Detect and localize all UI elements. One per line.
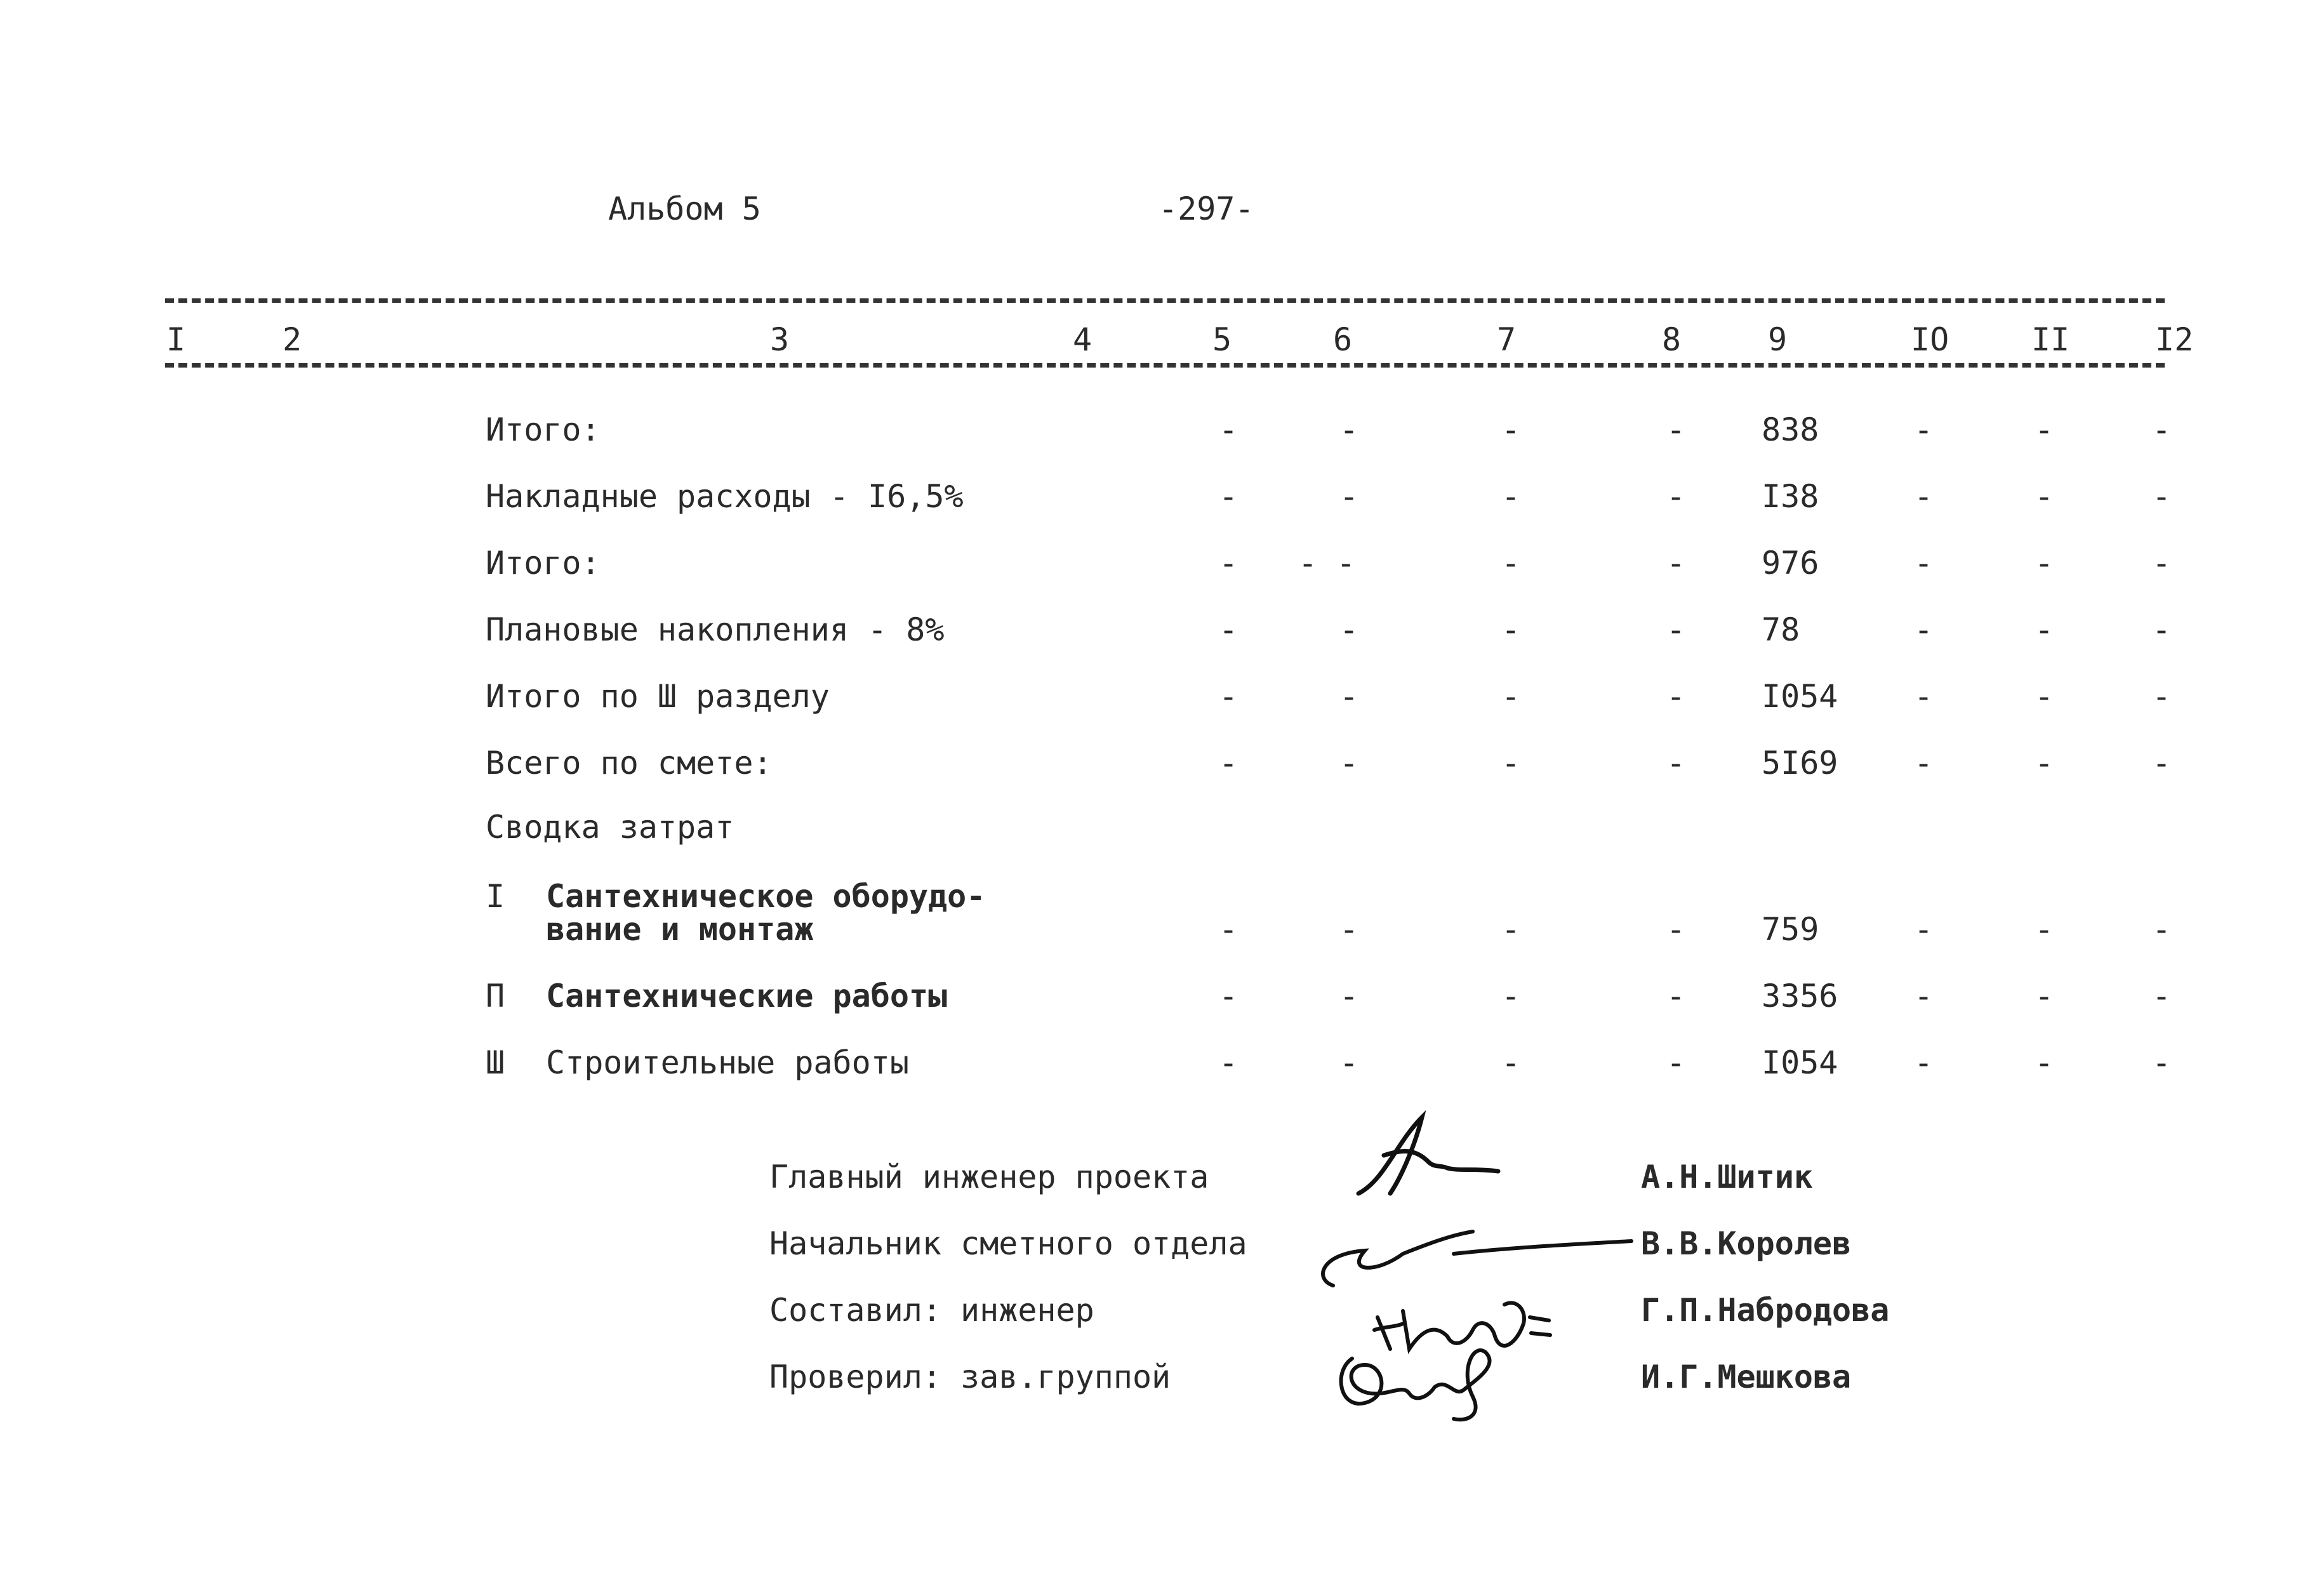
row-value: I38	[1762, 478, 1819, 515]
cell-dash: -	[2035, 411, 2054, 448]
table-row	[0, 478, 2324, 522]
cell-dash: -	[2035, 911, 2054, 948]
summary-label: Строительные работы	[546, 1044, 909, 1081]
signatory-role: Начальник сметного отдела	[769, 1225, 1247, 1262]
cell-dash: -	[2152, 478, 2172, 515]
row-label: Плановые накопления - 8%	[486, 611, 945, 648]
table-row	[0, 545, 2324, 589]
summary-item	[0, 978, 2324, 1022]
table-row	[0, 678, 2324, 722]
column-number: I2	[2155, 321, 2194, 358]
cell-dash: -	[1219, 611, 1238, 648]
cell-dash: -	[1219, 1044, 1238, 1081]
row-value: 759	[1762, 911, 1819, 948]
cell-dash: -	[1666, 611, 1686, 648]
cell-dash: -	[1914, 545, 1934, 581]
cell-dash: -	[2035, 978, 2054, 1014]
cell-dash: -	[1501, 1044, 1521, 1081]
cell-dash: -	[1666, 411, 1686, 448]
cell-dash: -	[2035, 1044, 2054, 1081]
signature-row	[0, 1225, 2324, 1270]
row-value: 838	[1762, 411, 1819, 448]
cell-dash: -	[1339, 745, 1359, 781]
cell-dash: -	[1914, 411, 1934, 448]
cell-dash: -	[1666, 478, 1686, 515]
summary-roman: I	[486, 878, 505, 915]
signatory-name: И.Г.Мешкова	[1641, 1359, 1852, 1395]
row-value: 5I69	[1762, 745, 1838, 781]
cell-dash: -	[1501, 545, 1521, 581]
row-label: Итого:	[486, 545, 601, 581]
cell-dash: -	[2035, 611, 2054, 648]
cell-dash: -	[1914, 745, 1934, 781]
cell-dash: -	[1501, 478, 1521, 515]
cell-dash: -	[1501, 678, 1521, 715]
cell-dash: -	[1666, 678, 1686, 715]
cell-dash: -	[1914, 911, 1934, 948]
column-number: 7	[1497, 321, 1517, 358]
column-number: 8	[1662, 321, 1682, 358]
column-number: 2	[282, 321, 302, 358]
table-row	[0, 611, 2324, 656]
cell-dash: -	[1501, 978, 1521, 1014]
signatory-name: Г.П.Набродова	[1641, 1292, 1890, 1329]
cell-dash: -	[1219, 411, 1238, 448]
cell-dash: -	[1219, 745, 1238, 781]
row-value: I054	[1762, 1044, 1838, 1081]
row-label: Накладные расходы - I6,5%	[486, 478, 964, 515]
row-label: Всего по смете:	[486, 745, 773, 781]
cell-dash: -	[1219, 978, 1238, 1014]
cell-dash: -	[2152, 545, 2172, 581]
row-value: 976	[1762, 545, 1819, 581]
column-number: 5	[1212, 321, 1232, 358]
cell-dash: -	[1339, 478, 1359, 515]
row-value: I054	[1762, 678, 1838, 715]
cell-dash: -	[1666, 978, 1686, 1014]
cell-dash: -	[1914, 611, 1934, 648]
signatory-name: А.Н.Шитик	[1641, 1159, 1813, 1195]
signature-row	[0, 1292, 2324, 1336]
column-number: II	[2031, 321, 2070, 358]
cell-dash: -	[1666, 745, 1686, 781]
handwritten-signature-1	[1346, 1105, 1511, 1206]
signatory-name: В.В.Королев	[1641, 1225, 1852, 1262]
cell-dash: -	[2035, 745, 2054, 781]
header-bottom-rule	[165, 363, 2165, 368]
signatory-role: Проверил: зав.группой	[769, 1359, 1171, 1395]
cell-dash: -	[1914, 978, 1934, 1014]
column-number: 3	[770, 321, 790, 358]
cell-dash: -	[1339, 1044, 1359, 1081]
summary-label: Сантехническое оборудо-	[546, 878, 986, 915]
signature-row	[0, 1359, 2324, 1403]
cell-dash: -	[1339, 978, 1359, 1014]
column-number: 4	[1073, 321, 1092, 358]
column-number: 6	[1333, 321, 1353, 358]
column-number: 9	[1768, 321, 1788, 358]
cell-dash: -	[1339, 611, 1359, 648]
summary-title: Сводка затрат	[486, 809, 734, 846]
cell-dash: -	[2152, 745, 2172, 781]
cell-dash: -	[1219, 678, 1238, 715]
cell-dash: -	[1339, 411, 1359, 448]
row-value: 78	[1762, 611, 1800, 648]
cell-dash: -	[2152, 911, 2172, 948]
column-number: IO	[1911, 321, 1949, 358]
summary-item	[0, 1044, 2324, 1089]
cell-dash: -	[1914, 478, 1934, 515]
summary-label-cont: вание и монтаж	[546, 911, 814, 948]
cell-dash: -	[1666, 1044, 1686, 1081]
summary-label: Сантехнические работы	[546, 978, 948, 1014]
cell-dash: -	[1501, 411, 1521, 448]
cell-dash: - -	[1298, 545, 1356, 581]
cell-dash: -	[1501, 911, 1521, 948]
cell-dash: -	[1219, 478, 1238, 515]
cell-dash: -	[1219, 545, 1238, 581]
summary-item	[0, 911, 2324, 955]
table-row	[0, 411, 2324, 456]
summary-roman: Ш	[486, 1044, 505, 1081]
album-label: Альбом 5	[608, 190, 761, 227]
cell-dash: -	[2035, 478, 2054, 515]
row-label: Итого по Ш разделу	[486, 678, 830, 715]
page-number: -297-	[1159, 190, 1254, 227]
cell-dash: -	[2035, 545, 2054, 581]
cell-dash: -	[1339, 911, 1359, 948]
signatory-role: Главный инженер проекта	[769, 1159, 1209, 1195]
cell-dash: -	[1666, 545, 1686, 581]
cell-dash: -	[2152, 611, 2172, 648]
cell-dash: -	[1501, 745, 1521, 781]
cell-dash: -	[2152, 1044, 2172, 1081]
signatory-role: Составил: инженер	[769, 1292, 1094, 1329]
row-label: Итого:	[486, 411, 601, 448]
cell-dash: -	[1219, 911, 1238, 948]
summary-roman: П	[486, 978, 505, 1014]
header-top-rule	[165, 298, 2165, 303]
cell-dash: -	[1339, 678, 1359, 715]
cell-dash: -	[2152, 411, 2172, 448]
cell-dash: -	[1914, 1044, 1934, 1081]
row-value: 3356	[1762, 978, 1838, 1014]
cell-dash: -	[2152, 678, 2172, 715]
cell-dash: -	[1501, 611, 1521, 648]
cell-dash: -	[1914, 678, 1934, 715]
cell-dash: -	[1666, 911, 1686, 948]
cell-dash: -	[2152, 978, 2172, 1014]
column-number: I	[166, 321, 186, 358]
signature-row	[0, 1159, 2324, 1203]
cell-dash: -	[2035, 678, 2054, 715]
handwritten-signature-4	[1327, 1333, 1530, 1428]
table-row	[0, 745, 2324, 789]
